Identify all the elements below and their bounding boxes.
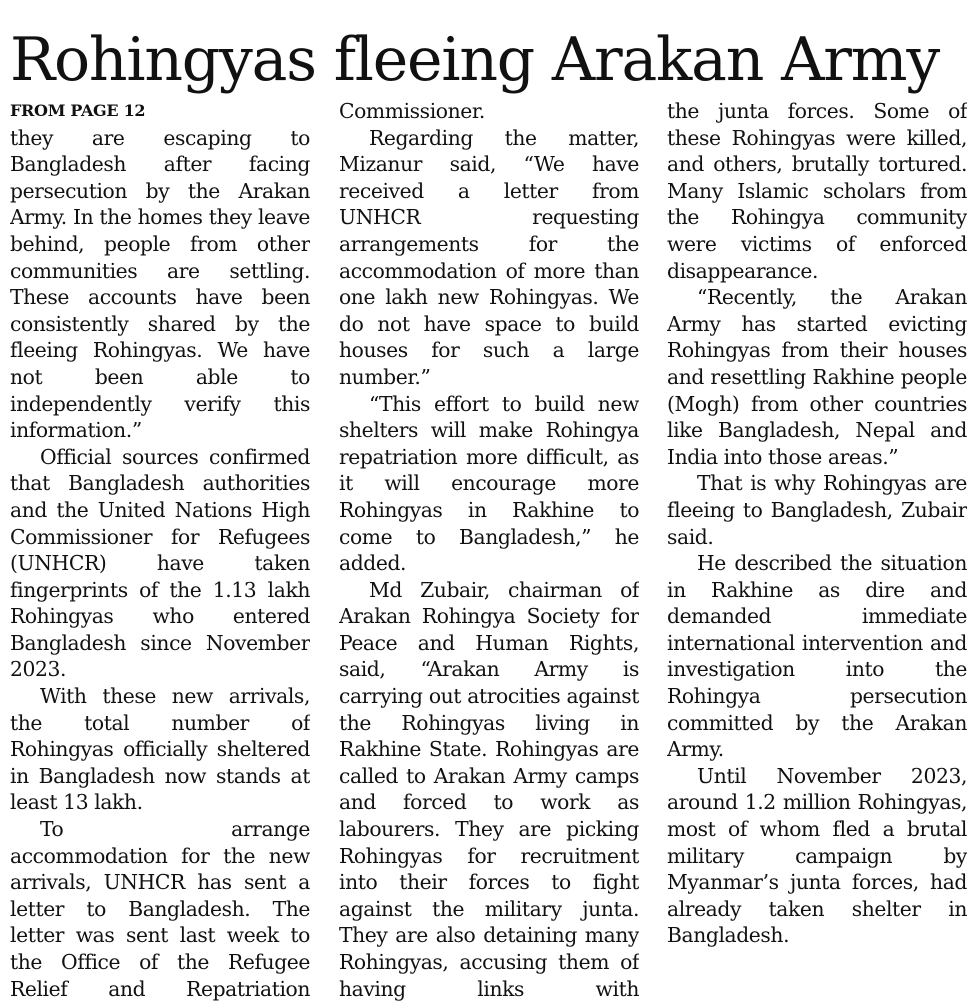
paragraph: the junta forces. Some of these Rohingyas were killed, and others, brutally tortured. Many Islamic scholars from the Rohingya community were victims of enforced disappearance. <box>667 99 967 283</box>
column-3 <box>667 98 967 1003</box>
paragraph: they are escaping to Bangladesh after facing persecution by the Arakan Army. In the homes they leave behind, people from other communities are settling. These accounts have been consistently shared by the fleeing Rohingyas. We have not been able to independently verify this information.” <box>10 125 310 443</box>
paragraph: Official sources confirmed that Bangladesh authorities and the United Nations High Commissioner for Refugees (UNHCR) have taken fingerprints of the 1.13 lakh Rohingyas who entered Bangladesh since November 2023. <box>10 444 310 682</box>
paragraph: Commissioner. <box>339 99 485 123</box>
paragraph: Regarding the matter, Mizanur said, “We have received a letter from UNHCR requesting arrangements for the accommodation of more than one lakh new Rohingyas. We do not have space to build houses for such a large number.” <box>339 125 639 389</box>
paragraph: That is why Rohingyas are fleeing to Bangladesh, Zubair said. <box>667 471 967 549</box>
paragraph: Until November 2023, around 1.2 million Rohingyas, most of whom fled a brutal military campaign by Myanmar’s junta forces, had already taken shelter in Bangladesh. <box>667 763 967 948</box>
paragraph: With these new arrivals, the total number of Rohingyas officially sheltered in Bangladesh now stands at least 13 lakh. <box>10 684 310 815</box>
column-1 <box>10 98 310 1003</box>
paragraph: “Recently, the Arakan Army has started evicting Rohingyas from their houses and resettling Rakhine people (Mogh) from other countries like Bangladesh, Nepal and India into those areas.” <box>667 285 967 469</box>
column-2 <box>339 98 639 1003</box>
continuation-kicker: FROM PAGE 12 <box>10 101 146 120</box>
paragraph: “This effort to build new shelters will make Rohingya repatriation more difficult, as it will encourage more Rohingyas in Rakhine to come to Bangladesh,” he added. <box>339 391 639 576</box>
paragraph: He described the situation in Rakhine as dire and demanded immediate international intervention and investigation into the Rohingya persecution committed by the Arakan Army. <box>667 551 967 762</box>
headline: Rohingyas fleeing Arakan Army <box>10 25 940 95</box>
paragraph: To arrange accommodation for the new arrivals, UNHCR has sent a letter to Bangladesh. The letter was sent last week to the Office of the Refugee Relief and Repatriation <box>10 817 310 1001</box>
paragraph: Md Zubair, chairman of Arakan Rohingya Society for Peace and Human Rights, said, “Arakan Army is carrying out atrocities against the Rohingyas living in Rakhine State. Rohingyas are called to Arakan Army camps and forced to work as labourers. They are picking Rohingyas for recruitment into their forces to fight against the military junta. They are also detaining many Rohingyas, accusing them of having links with <box>339 577 639 1001</box>
